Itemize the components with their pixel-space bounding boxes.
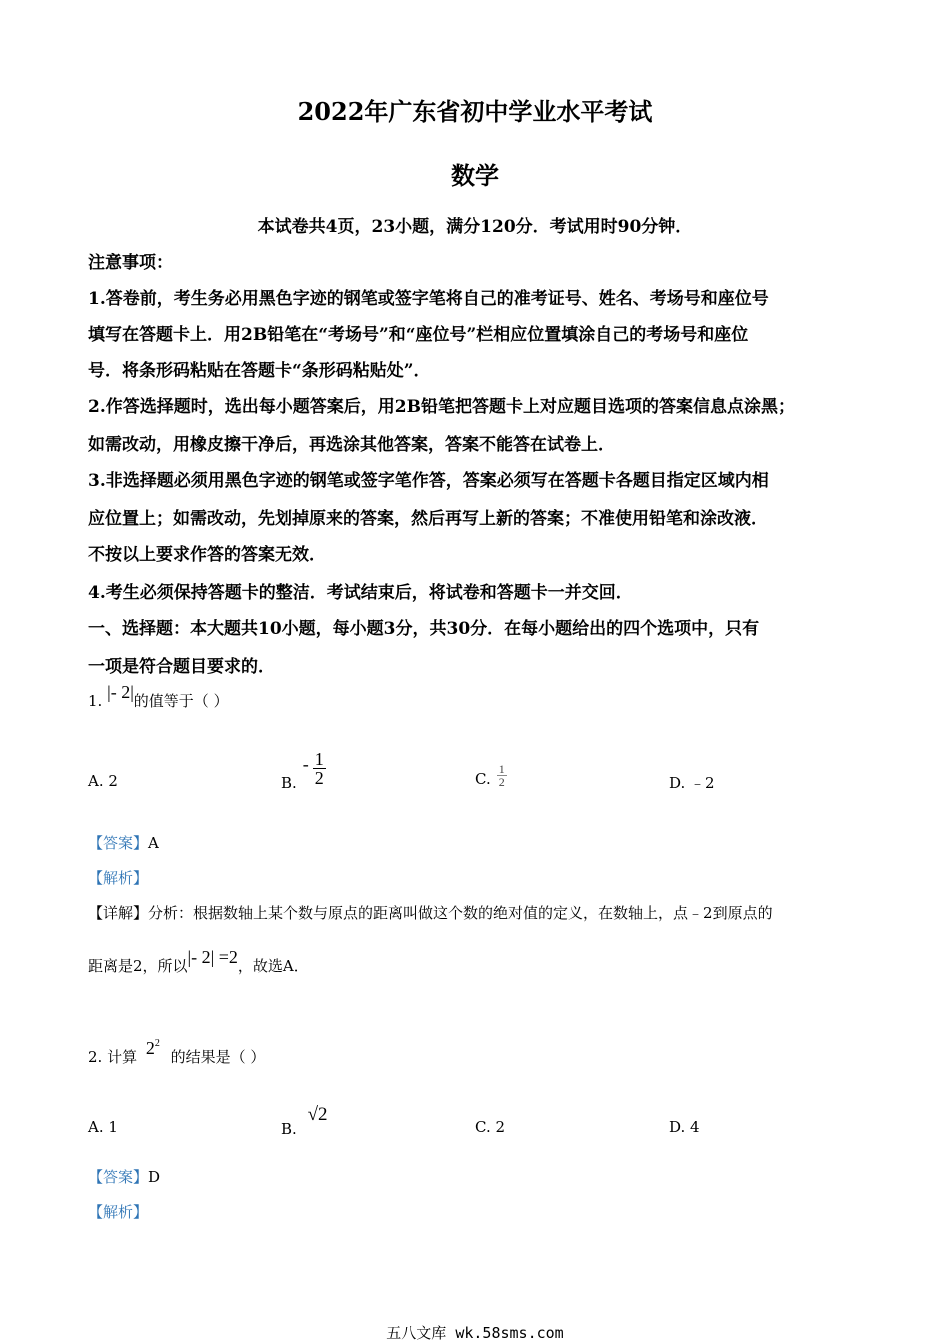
answer-value: D xyxy=(148,1168,161,1186)
fraction-numerator: 1 xyxy=(498,761,505,776)
abs-value-expr: |- 2| xyxy=(107,682,134,702)
option-c: C. 2 xyxy=(475,1118,506,1136)
option-b xyxy=(281,1104,328,1138)
question-number: 2. 计算 xyxy=(88,1048,138,1066)
fraction-denominator: 2 xyxy=(498,774,505,789)
option-c xyxy=(475,762,507,788)
option-a: A. 2 xyxy=(88,772,118,790)
page-title: 2022年广东省初中学业水平考试 xyxy=(297,97,653,126)
notice-line: 如需改动，用橡皮擦干净后，再选涂其他答案，答案不能答在试卷上． xyxy=(88,435,615,455)
section-heading: 一、选择题：本大题共10小题，每小题3分，共30分．在每小题给出的四个选项中，只有 xyxy=(88,619,760,639)
power-base: 2 xyxy=(145,1038,155,1058)
option-label: B. xyxy=(281,1120,297,1138)
footer-watermark: 五八文库 wk.58sms.com xyxy=(386,1324,564,1342)
answer-tag: 【答案】 xyxy=(88,1168,149,1186)
fraction xyxy=(497,763,507,788)
sqrt-expr: √2 xyxy=(307,1104,328,1125)
minus-sign: - xyxy=(302,753,309,774)
answer-line xyxy=(88,832,159,853)
fraction xyxy=(313,750,326,787)
answer-value: A xyxy=(148,834,159,852)
answer-tag: 【答案】 xyxy=(88,834,149,852)
option-d: D. 4 xyxy=(669,1118,700,1136)
notice-line: 号．将条形码粘贴在答题卡“条形码粘贴处”． xyxy=(88,361,431,381)
notice-line: 应位置上；如需改动，先划掉原来的答案，然后再写上新的答案；不准使用铅笔和涂改液． xyxy=(88,509,768,529)
detail-text: 距离是2，所以 xyxy=(88,957,188,975)
option-label: C. xyxy=(475,770,491,788)
option-b xyxy=(281,744,326,792)
question-2 xyxy=(88,1038,266,1067)
exam-info: 本试卷共4页，23小题，满分120分．考试用时90分钟． xyxy=(257,217,693,237)
notice-line: 4.考生必须保持答题卡的整洁．考试结束后，将试卷和答题卡一并交回． xyxy=(88,583,633,603)
detail-expr: |- 2| =2 xyxy=(187,947,238,967)
option-a: A. 1 xyxy=(88,1118,118,1136)
question-1 xyxy=(88,682,229,711)
notice-line: 不按以上要求作答的答案无效． xyxy=(88,545,326,565)
question-stem: 的值等于（ ） xyxy=(133,692,229,710)
notice-line: 1.答卷前，考生务必用黑色字迹的钢笔或签字笔将自己的准考证号、姓名、考场号和座位号 xyxy=(88,289,769,309)
detail-tag: 【详解】 xyxy=(88,904,149,922)
option-label: B. xyxy=(281,774,297,792)
option-d: D. ﹣2 xyxy=(669,774,715,792)
notice-line: 2.作答选择题时，选出每小题答案后，用2B铅笔把答题卡上对应题目选项的答案信息点涂黑； xyxy=(88,397,795,417)
question-number: 1. xyxy=(88,692,103,710)
answer-line xyxy=(88,1166,160,1187)
notice-line: 填写在答题卡上．用2B铅笔在“考场号”和“座位号”栏相应位置填涂自己的考场号和座位 xyxy=(88,325,749,345)
detail-line-2 xyxy=(88,947,309,976)
section-heading-cont: 一项是符合题目要求的． xyxy=(88,657,275,677)
fraction-denominator: 2 xyxy=(314,767,324,788)
analysis-tag: 【解析】 xyxy=(88,1203,149,1221)
detail-text: ，故选A． xyxy=(237,957,309,975)
question-stem: 的结果是（ ） xyxy=(170,1048,266,1066)
detail-line xyxy=(88,902,773,923)
power-exponent: 2 xyxy=(154,1038,160,1049)
subject-title: 数学 xyxy=(451,161,499,190)
fraction-numerator: 1 xyxy=(314,748,324,769)
notice-heading: 注意事项： xyxy=(88,253,173,273)
detail-text: 分析：根据数轴上某个数与原点的距离叫做这个数的绝对值的定义，在数轴上，点﹣2到原点的 xyxy=(148,904,773,922)
notice-line: 3.非选择题必须用黑色字迹的钢笔或签字笔作答，答案必须写在答题卡各题目指定区域内相 xyxy=(88,471,769,491)
analysis-tag: 【解析】 xyxy=(88,869,149,887)
